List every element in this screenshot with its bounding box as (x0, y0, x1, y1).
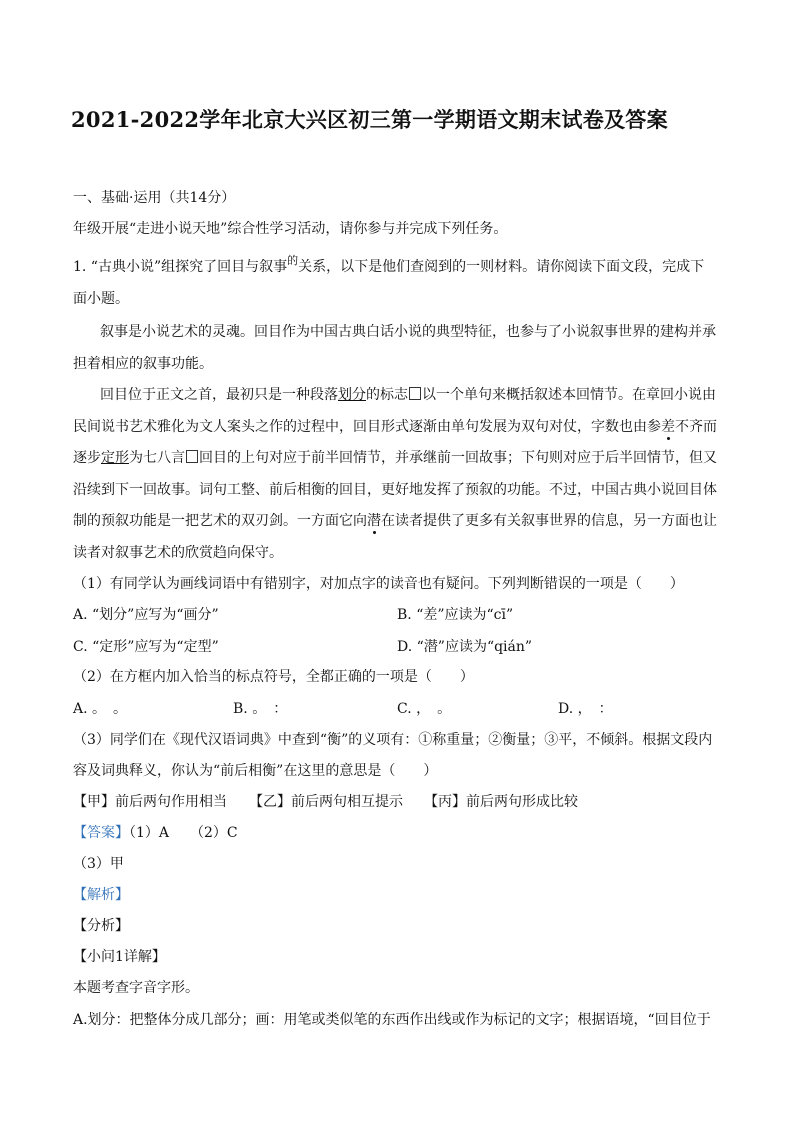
passage-text: 民间说书艺术雅化为文人案头之作的过程中，回目形式逐渐由单句发展为双句对仗，字数也由参 (73, 419, 661, 435)
sub1-option-b: B. “差”应读为“cī” (397, 607, 514, 623)
q1-text-b: 关系，以下是他们查阅到的一则材料。请你阅读下面文段，完成下 (298, 259, 705, 275)
answer-label: 【答案】 (73, 825, 129, 841)
dotted-char-ci: 差 (661, 419, 675, 435)
q1-superscript: 的 (287, 254, 299, 267)
answer-text: （1）A （2）C (129, 825, 238, 841)
passage-text: 回目位于正文之首，最初只是一种段落 (100, 387, 338, 403)
sub2-option-d: D. ， ： (558, 701, 613, 717)
passage-text: 以一个单句来概括叙述本回情节。在章回小说由 (422, 387, 716, 403)
passage-p1-line-1: 叙事是小说艺术的灵魂。回目作为中国古典白话小说的典型特征，也参与了小说叙事世界的建构并承 (100, 324, 716, 340)
sub3-option-jia: 【甲】前后两句作用相当 (73, 794, 227, 810)
sub1-option-a: A. “划分”应写为“画分” (73, 607, 219, 623)
passage-p2-line-6: 读者对叙事艺术的欣赏趋向保守。 (73, 545, 283, 561)
sub2-option-a: A. 。 。 (73, 701, 128, 717)
passage-text: 回目的上句对应于前半回情节，并承继前一回故事；下句则对应于后半回情节，但又 (199, 450, 717, 466)
analysis-fenxi: 【分析】 (73, 918, 129, 934)
passage-p1-line-2: 担着相应的叙事功能。 (73, 356, 213, 372)
analysis-subquestion-1: 【小问1详解】 (73, 949, 166, 965)
punctuation-box-1 (409, 387, 421, 400)
section-heading: 一、基础·运用（共14分） (73, 190, 236, 206)
sub2-option-b: B. 。 ： (233, 701, 288, 717)
dotted-char-qian: 潜 (367, 513, 381, 529)
passage-p2-line-1 (100, 384, 716, 404)
passage-p2-line-2 (73, 416, 717, 436)
passage-text: 的标志 (366, 387, 408, 403)
question-1-line-2: 面小题。 (73, 291, 129, 307)
sub1-option-d: D. “潜”应读为“qián” (397, 639, 533, 655)
passage-p2-line-5 (73, 510, 717, 530)
sub-question-3-stem-2: 容及词典释义，你认为“前后相衡”在这里的意思是（ ） (73, 763, 438, 779)
sub-question-1-stem: （1）有同学认为画线词语中有错别字，对加点字的读音也有疑问。下列判断错误的一项是（ ） (73, 576, 684, 592)
answer-line-2: （3）甲 (73, 856, 124, 872)
document-title: 2021-2022学年北京大兴区初三第一学期语文期末试卷及答案 (71, 107, 668, 132)
sub-question-2-stem: （2）在方框内加入恰当的标点符号，全都正确的一项是（ ） (73, 669, 474, 685)
passage-p2-line-3 (73, 447, 717, 467)
sub-question-3-stem-1: （3）同学们在《现代汉语词典》中查到“衡”的义项有：①称重量；②衡量；③平，不倾斜。根据文段内 (73, 732, 713, 748)
underlined-word-huafen: 划分 (338, 387, 366, 403)
analysis-body-2: A.划分：把整体分成几部分；画：用笔或类似笔的东西作出线或作为标记的文字；根据语境，“回目位于 (73, 1012, 711, 1028)
passage-text: 制的预叙功能是一把艺术的双刃剑。一方面它向 (73, 513, 367, 529)
activity-intro: 年级开展“走进小说天地”综合性学习活动，请你参与并完成下列任务。 (73, 221, 508, 237)
question-1-line-1 (73, 256, 704, 276)
passage-text: 为七八言 (129, 450, 185, 466)
underlined-word-dingxing: 定形 (101, 450, 129, 466)
sub1-option-c: C. “定形”应写为“定型” (73, 639, 219, 655)
passage-text: 在读者提供了更多有关叙事世界的信息，另一方面也让 (381, 513, 717, 529)
q1-text-a: 1. “古典小说”组探究了回目与叙事 (73, 259, 288, 275)
analysis-body-1: 本题考查字音字形。 (73, 980, 199, 996)
passage-text: 逐步 (73, 450, 101, 466)
answer-line-1 (73, 822, 238, 842)
passage-text: 不齐而 (675, 419, 717, 435)
passage-p2-line-4: 沿续到下一回故事。词句工整、前后相衡的回目，更好地发挥了预叙的功能。不过，中国古典小说回目体 (73, 482, 717, 498)
sub3-option-bing: 【丙】前后两句形成比较 (424, 794, 578, 810)
sub2-option-c: C. ， 。 (397, 701, 452, 717)
analysis-label: 【解析】 (73, 887, 129, 903)
punctuation-box-2 (186, 450, 198, 463)
sub3-option-yi: 【乙】前后两句相互提示 (249, 794, 403, 810)
